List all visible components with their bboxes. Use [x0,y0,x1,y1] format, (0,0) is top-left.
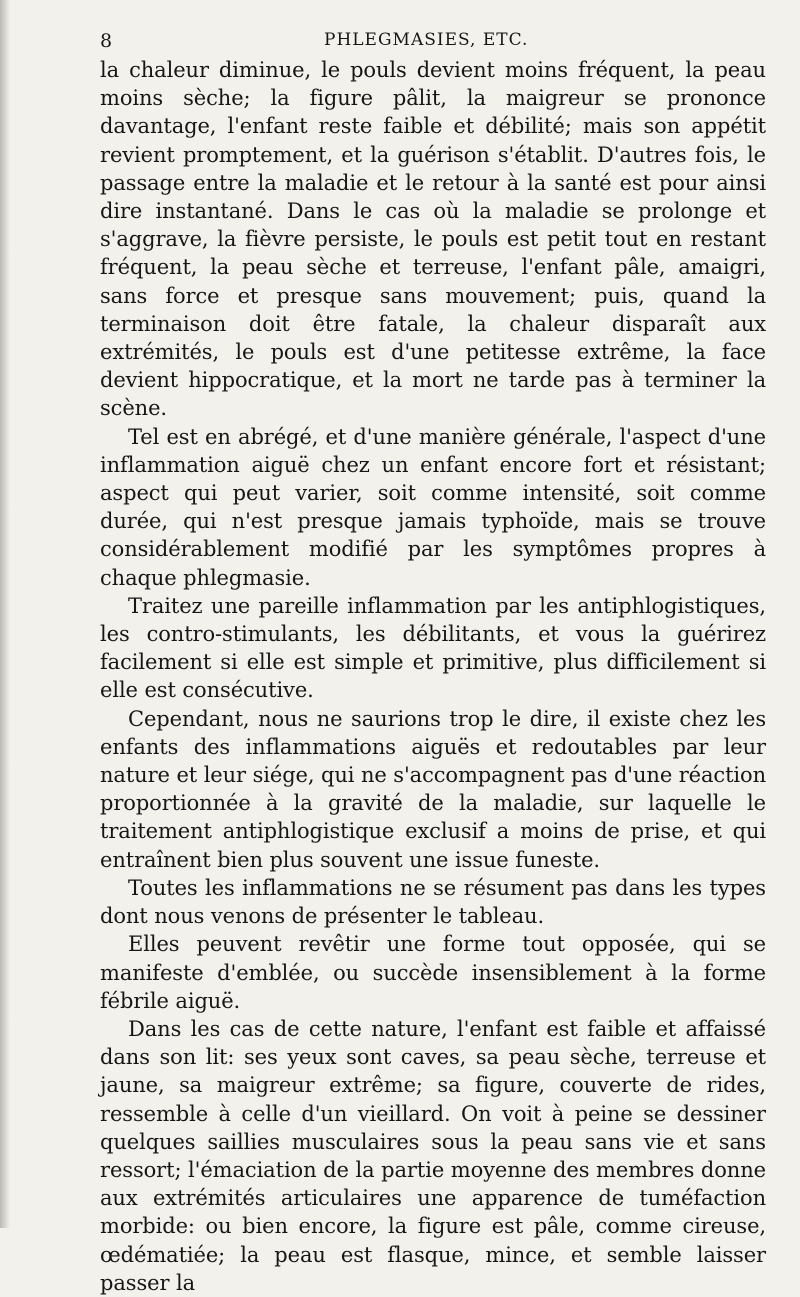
page-number: 8 [100,30,114,52]
paragraph: Toutes les inflammations ne se résument pas dans les types dont nous venons de présenter le tableau. [100,875,766,929]
paragraph: Elles peuvent revêtir une forme tout opposée, qui se manifeste d'emblée, ou succède insensiblement à la forme fébrile aiguë. [100,932,766,1013]
paragraph: Tel est en abrégé, et d'une manière générale, l'aspect d'une inflammation aiguë chez un enfant encore fort et résistant; aspect qui peut varier, soit comme intensité, soit comme durée, qui n'est presque jamais typhoïde, mais se trouve considérablement modifié par les symptômes propres à chaque phlegmasie. [100,424,766,590]
body-text [100,56,766,1297]
running-title: PHLEGMASIES, ETC. [324,30,529,50]
paragraph: la chaleur diminue, le pouls devient moins fréquent, la peau moins sèche; la figure pâlit, la maigreur se prononce davantage, l'enfant reste faible et débilité; mais son appétit revient promptement, et la guérison s'établit. D'autres fois, le passage entre la maladie et le retour à la santé est pour ainsi dire instantané. Dans le cas où la maladie se prolonge et s'aggrave, la fièvre persiste, le pouls est petit tout en restant fréquent, la peau sèche et terreuse, l'enfant pâle, amaigri, sans force et presque sans mouvement; puis, quand la terminaison doit être fatale, la chaleur disparaît aux extrémités, le pouls est d'une petitesse extrême, la face devient hippocratique, et la mort ne tarde pas à terminer la scène. [100,58,766,421]
paragraph: Dans les cas de cette nature, l'enfant est faible et affaissé dans son lit: ses yeux sont caves, sa peau sèche, terreuse et jaune, sa maigreur extrême; sa figure, couverte de rides, ressemble à celle d'un vieillard. On voit à peine se dessiner quelques saillies musculaires sous la peau sans vie et sans ressort; l'émaciation de la partie moyenne des membres donne aux extrémités articulaires une apparence de tuméfaction morbide: ou bien encore, la figure est pâle, comme cireuse, œdématiée; la peau est flasque, mince, et semble laisser passer la [100,1016,766,1295]
paragraph: Traitez une pareille inflammation par les antiphlogistiques, les contro-stimulants, les débilitants, et vous la guérirez facilement si elle est simple et primitive, plus difficilement si elle est consécutive. [100,593,766,703]
page-gutter-shadow [0,0,10,1228]
paragraph: Cependant, nous ne saurions trop le dire, il existe chez les enfants des inflammations aiguës et redoutables par leur nature et leur siége, qui ne s'accompagnent pas d'une réaction proportionnée à la gravité de la maladie, sur laquelle le traitement antiphlogistique exclusif a moins de prise, et qui entraînent bien plus souvent une issue funeste. [100,706,767,872]
running-header [100,30,766,56]
